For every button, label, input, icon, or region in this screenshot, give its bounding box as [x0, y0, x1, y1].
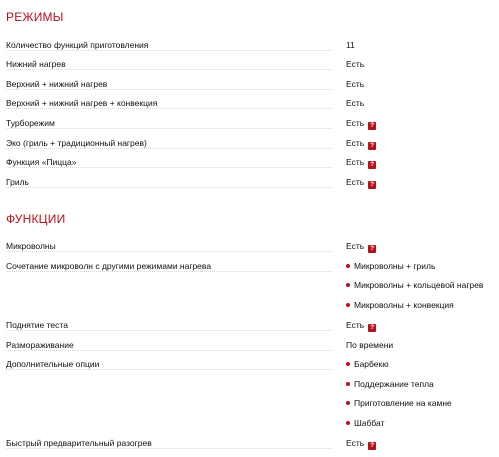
help-icon[interactable]: ?: [368, 442, 376, 450]
spec-label: Быстрый предварительный разогрев: [6, 438, 152, 448]
help-icon[interactable]: ?: [368, 142, 376, 150]
bullet-dot: [346, 421, 350, 425]
spec-label: Поднятие теста: [6, 320, 68, 330]
spec-value: Есть: [346, 79, 365, 89]
spec-row-turbo: [6, 117, 494, 133]
spec-value: Есть ?: [346, 240, 376, 253]
bullet-item: Шаббат: [346, 417, 385, 429]
spec-label: Верхний + нижний нагрев + конвекция: [6, 98, 158, 108]
dotted-leader: [6, 148, 331, 149]
spec-value: 11: [346, 40, 355, 50]
spec-value: По времени: [346, 340, 394, 350]
bullet-dot: [346, 382, 350, 386]
help-icon[interactable]: ?: [368, 122, 376, 130]
spec-row-fast-preheat: [6, 437, 494, 453]
help-icon[interactable]: ?: [368, 324, 376, 332]
spec-value: Есть: [346, 59, 365, 69]
spec-row-top-bottom-heat: [6, 78, 494, 94]
dotted-leader: [6, 350, 331, 351]
spec-label: Размораживание: [6, 340, 74, 350]
bullet-item: Микроволны + гриль: [346, 260, 435, 272]
dotted-leader: [6, 187, 331, 188]
spec-value: Есть ?: [346, 176, 376, 189]
spec-row-defrost: [6, 339, 494, 355]
spec-value: Есть: [346, 98, 365, 108]
spec-row-extra-options: [6, 358, 494, 374]
spec-label: Дополнительные опции: [6, 359, 100, 369]
spec-label: Верхний + нижний нагрев: [6, 79, 108, 89]
bullet-dot: [346, 303, 350, 307]
dotted-leader: [6, 89, 331, 90]
spec-row-functions-count: [6, 39, 494, 55]
spec-row-dough-rising: [6, 319, 494, 335]
section-title-functions: ФУНКЦИИ: [6, 212, 66, 226]
bullet-item: Поддержание тепла: [346, 378, 434, 390]
dotted-leader: [6, 330, 331, 331]
spec-value: Есть ?: [346, 319, 376, 332]
dotted-leader: [6, 369, 331, 370]
help-icon[interactable]: ?: [368, 181, 376, 189]
bullet-dot: [346, 264, 350, 268]
spec-label: Турборежим: [6, 118, 55, 128]
dotted-leader: [6, 251, 331, 252]
help-icon[interactable]: ?: [368, 245, 376, 253]
bullet-dot: [346, 362, 350, 366]
spec-label: Гриль: [6, 177, 29, 187]
spec-label: Функция «Пицца»: [6, 157, 77, 167]
bullet-item: Микроволны + конвекция: [346, 299, 454, 311]
dotted-leader: [6, 128, 331, 129]
dotted-leader: [6, 167, 331, 168]
bullet-item: Микроволны + кольцевой нагрев: [346, 279, 483, 291]
bullet-dot: [346, 283, 350, 287]
dotted-leader: [6, 108, 331, 109]
spec-row-microwave: [6, 240, 494, 256]
spec-row-eco: [6, 137, 494, 153]
spec-label: Эко (гриль + традиционный нагрев): [6, 138, 147, 148]
bullet-dot: [346, 401, 350, 405]
spec-label: Сочетание микроволн с другими режимами нагрева: [6, 261, 212, 271]
spec-row-pizza: [6, 156, 494, 172]
spec-value: Есть ?: [346, 437, 376, 450]
dotted-leader: [6, 271, 331, 272]
spec-label: Микроволны: [6, 241, 56, 251]
bullet-item: Приготовление на камне: [346, 397, 452, 409]
spec-value: Есть ?: [346, 137, 376, 150]
dotted-leader: [6, 50, 331, 51]
bullet-item: Барбекю: [346, 358, 389, 370]
help-icon[interactable]: ?: [368, 161, 376, 169]
spec-label: Количество функций приготовления: [6, 40, 149, 50]
spec-value: Есть ?: [346, 117, 376, 130]
spec-row-bottom-heat: [6, 58, 494, 74]
spec-row-top-bottom-convection: [6, 97, 494, 113]
section-title-modes: РЕЖИМЫ: [6, 10, 64, 24]
spec-row-grill: [6, 176, 494, 192]
spec-label: Нижний нагрев: [6, 59, 66, 69]
spec-value: Есть ?: [346, 156, 376, 169]
dotted-leader: [6, 69, 331, 70]
dotted-leader: [6, 448, 331, 449]
